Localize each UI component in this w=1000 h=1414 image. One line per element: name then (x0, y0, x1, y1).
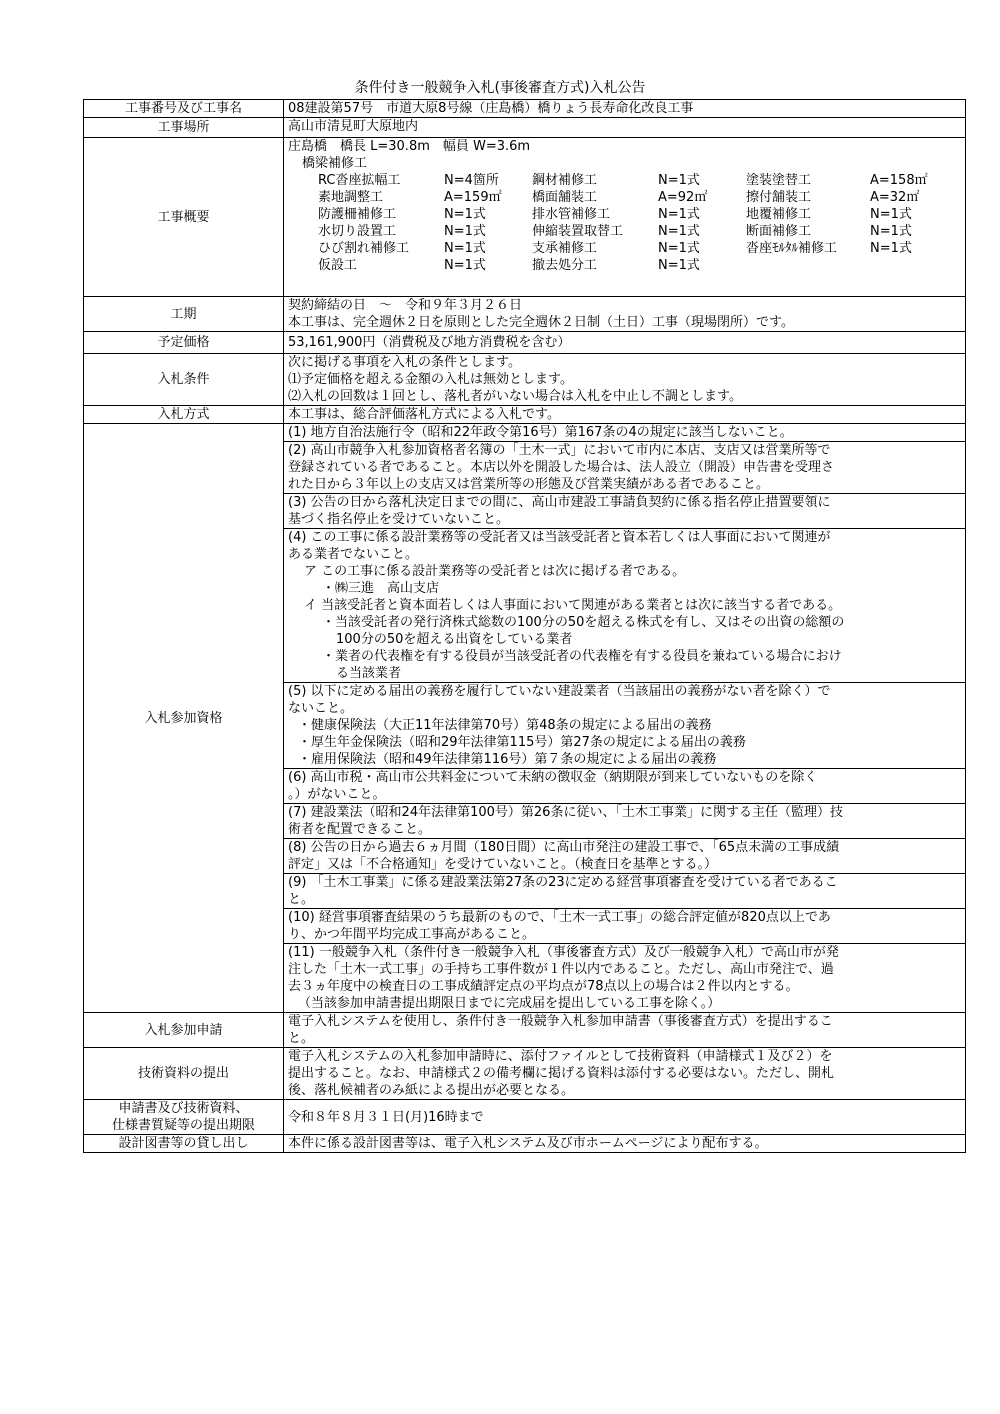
condition-item: ⑵入札の回数は１回とし、落札者がいない場合は入札を中止し不調とします。 (288, 389, 742, 404)
text-line: 仕様書質疑等の提出期限 (111, 1118, 255, 1133)
overview-item-row (318, 206, 938, 223)
item-qty: N=1式 (444, 258, 486, 273)
item-qty: N=1式 (658, 173, 700, 188)
row-work-name (84, 100, 966, 118)
label-price: 予定価格 (84, 332, 284, 354)
qualification-item (284, 529, 966, 683)
overview-items (318, 172, 938, 274)
qualification-item (284, 839, 966, 874)
qualification-item (284, 944, 966, 1013)
row-method (84, 406, 966, 424)
label-work-name: 工事番号及び工事名 (84, 100, 284, 118)
item-qty: A=92㎡ (658, 190, 708, 205)
item-name: 仮設工 (318, 258, 358, 273)
text-line: ・雇用保険法（昭和49年法律第116号）第７条の規定による届出の義務 (298, 752, 717, 767)
text-line: 去３ヵ年度中の検査日の工事成績評定点の平均点が78点以上の場合は２件以内とする。 (288, 979, 799, 994)
item-name: 水切り設置工 (318, 224, 397, 239)
item-name: RC沓座拡幅工 (318, 173, 401, 188)
item-qty: N=1式 (658, 241, 700, 256)
item-qty: A=32㎡ (870, 190, 920, 205)
value-overview (284, 138, 966, 297)
text-line: ・業者の代表権を有する役員が当該受託者の代表権を有する役員を兼ねている場合におけ (322, 649, 842, 664)
value-place: 高山市清見町大原地内 (284, 118, 966, 138)
value-apply (284, 1013, 966, 1048)
label-period: 工期 (84, 297, 284, 332)
item-name: 橋面舗装工 (532, 190, 598, 205)
row-tech (84, 1048, 966, 1100)
item-name: 鋼材補修工 (532, 173, 598, 188)
item-name: 地覆補修工 (746, 207, 812, 222)
value-drawings: 本件に係る設計図書等は、電子入札システム及び市ホームページにより配布する。 (284, 1135, 966, 1153)
qualification-item (284, 804, 966, 839)
text-line: ・当該受託者の発行済株式総数の100分の50を超える株式を有し、又はその出資の総額の (322, 615, 845, 630)
item-name: 沓座ﾓﾙﾀﾙ補修工 (746, 241, 838, 256)
item-qty: N=1式 (444, 207, 486, 222)
overview-item-row (318, 257, 938, 274)
text-line: 評定」又は「不合格通知」を受けていないこと。（検査日を基準とする。） (288, 857, 718, 872)
overview-item-row (318, 240, 938, 257)
item-name: 撤去処分工 (532, 258, 598, 273)
item-name: ひび割れ補修工 (318, 241, 410, 256)
overview-item-row (318, 189, 938, 206)
text-line: (11) 一般競争入札（条件付き一般競争入札（事後審査方式）及び一般競争入札）で高山市が発 (288, 945, 839, 960)
item-name: 支承補修工 (532, 241, 598, 256)
text-line: 注した「土木一式工事」の手持ち工事件数が１件以内であること。ただし、高山市発注で、過 (288, 962, 834, 977)
item-qty: A=158㎡ (870, 173, 928, 188)
text-line: (10) 経営事項審査結果のうち最新のもので、「土木一式工事」の総合評定値が820点以上であ (288, 910, 831, 925)
qualification-item (284, 442, 966, 494)
value-period (284, 297, 966, 332)
row-qualification-1 (84, 424, 966, 442)
text-line: ア この工事に係る設計業務等の受託者とは次に掲げる者である。 (304, 564, 686, 579)
text-line: 電子入札システムの入札参加申請時に、添付ファイルとして技術資料（申請様式１及び２）を (288, 1049, 833, 1064)
item-name: 塗装塗替工 (746, 173, 812, 188)
qualification-item (284, 909, 966, 944)
label-qualification: 入札参加資格 (84, 424, 284, 1013)
item-qty: N=1式 (870, 207, 912, 222)
row-overview (84, 138, 966, 297)
text-line: 術者を配置できること。 (288, 822, 432, 837)
item-name: 断面補修工 (746, 224, 812, 239)
text-line: と。 (288, 892, 315, 907)
text-line: る当該業者 (336, 666, 402, 681)
text-line: と。 (288, 1031, 315, 1046)
value-tech (284, 1048, 966, 1100)
qualification-item (284, 494, 966, 529)
label-method: 入札方式 (84, 406, 284, 424)
item-name: 排水管補修工 (532, 207, 611, 222)
overview-item-row (318, 172, 938, 189)
text-line: (4) この工事に係る設計業務等の受託者又は当該受託者と資本若しくは人事面において関連が (288, 530, 831, 545)
period-note: 本工事は、完全週休２日を原則とした完全週休２日制（土日）工事（現場閉所）です。 (288, 315, 794, 330)
text-line: 後、落札候補者のみ紙による提出が必要となる。 (288, 1083, 575, 1098)
value-method: 本工事は、総合評価落札方式による入札です。 (284, 406, 966, 424)
item-qty: N=1式 (658, 258, 700, 273)
qualification-item (284, 683, 966, 769)
text-line: (2) 高山市競争入札参加資格者名簿の「土木一式」において市内に本店、支店又は営業所等で (288, 443, 831, 458)
value-conditions (284, 354, 966, 406)
text-line: ・健康保険法（大正11年法律第70号）第48条の規定による届出の義務 (298, 718, 712, 733)
qualification-item: (1) 地方自治法施行令（昭和22年政令第16号）第167条の4の規定に該当しないこと。 (284, 424, 966, 442)
notice-table (83, 99, 966, 1153)
item-name: 伸縮装置取替工 (532, 224, 624, 239)
row-drawings (84, 1135, 966, 1153)
row-price (84, 332, 966, 354)
row-period (84, 297, 966, 332)
item-qty: N=1式 (658, 224, 700, 239)
value-deadline: 令和８年８月３１日(月)16時まで (284, 1100, 966, 1135)
item-name: 素地調整工 (318, 190, 384, 205)
text-line: り、かつ年間平均完成工事高があること。 (288, 927, 536, 942)
item-qty: N=1式 (444, 241, 486, 256)
row-conditions (84, 354, 966, 406)
row-deadline (84, 1100, 966, 1135)
item-name: 防護柵補修工 (318, 207, 397, 222)
text-line: れた日から３年以上の支店又は営業所等の形態及び営業実績がある者であること。 (288, 477, 770, 492)
item-qty: N=1式 (870, 224, 912, 239)
text-line: (9) 「土木工事業」に係る建設業法第27条の23に定める経営事項審査を受けている者であるこ (288, 875, 838, 890)
period-dates: 契約締結の日 ～ 令和９年３月２６日 (288, 298, 523, 313)
overview-category: 橋梁補修工 (302, 156, 368, 171)
text-line: ・厚生年金保険法（昭和29年法律第115号）第27条の規定による届出の義務 (298, 735, 746, 750)
label-drawings: 設計図書等の貸し出し (84, 1135, 284, 1153)
text-line: 提出すること。なお、申請様式２の備考欄に掲げる資料は添付する必要はない。ただし、開札 (288, 1066, 835, 1081)
item-qty: N=4箇所 (444, 173, 499, 188)
document-title: 条件付き一般競争入札(事後審査方式)入札公告 (354, 80, 646, 96)
text-line: ある業者でないこと。 (288, 547, 419, 562)
text-line: 電子入札システムを使用し、条件付き一般競争入札参加申請書（事後審査方式）を提出するこ (288, 1014, 833, 1029)
text-line: 。）がないこと。 (288, 787, 386, 802)
text-line: (6) 高山市税・高山市公共料金について未納の徴収金（納期限が到来していないものを除く (288, 770, 818, 785)
value-price: 53,161,900円（消費税及び地方消費税を含む） (284, 332, 966, 354)
text-line: イ 当該受託者と資本面若しくは人事面において関連がある業者とは次に該当する者である。 (304, 598, 842, 613)
text-line: 基づく指名停止を受けていないこと。 (288, 512, 510, 527)
item-qty: A=159㎡ (444, 190, 502, 205)
conditions-intro: 次に掲げる事項を入札の条件とします。 (288, 355, 521, 370)
label-place: 工事場所 (84, 118, 284, 138)
text-line: ないこと。 (288, 701, 354, 716)
qualification-item (284, 874, 966, 909)
condition-item: ⑴予定価格を超える金額の入札は無効とします。 (288, 372, 573, 387)
text-line: 100分の50を超える出資をしている業者 (336, 632, 573, 647)
text-line: 登録されている者であること。本店以外を開設した場合は、法人設立（開設）申告書を受理さ (288, 460, 835, 475)
label-tech: 技術資料の提出 (84, 1048, 284, 1100)
label-overview: 工事概要 (84, 138, 284, 297)
label-apply: 入札参加申請 (84, 1013, 284, 1048)
text-line: （当該参加申請書提出期限日までに完成届を提出している工事を除く。） (298, 996, 721, 1011)
row-place (84, 118, 966, 138)
item-qty: N=1式 (870, 241, 912, 256)
text-line: (7) 建設業法（昭和24年法律第100号）第26条に従い、「土木工事業」に関する主任（監理）技 (288, 805, 843, 820)
text-line: (3) 公告の日から落札決定日までの間に、高山市建設工事請負契約に係る指名停止措置要領に (288, 495, 831, 510)
value-work-name: 08建設第57号 市道大原8号線（庄島橋）橋りょう長寿命化改良工事 (284, 100, 966, 118)
text-line: ・㈱三進 高山支店 (322, 581, 440, 596)
qualification-item (284, 769, 966, 804)
label-conditions: 入札条件 (84, 354, 284, 406)
overview-bridge-spec: 庄島橋 橋長 L=30.8m 幅員 W=3.6m (288, 139, 531, 154)
label-deadline (84, 1100, 284, 1135)
text-line: 申請書及び技術資料、 (118, 1101, 249, 1116)
text-line: (8) 公告の日から過去６ヵ月間（180日間）に高山市発注の建設工事で、「65点未満の工事成績 (288, 840, 840, 855)
item-name: 擦付舗装工 (746, 190, 812, 205)
item-qty: N=1式 (444, 224, 486, 239)
row-apply (84, 1013, 966, 1048)
item-qty: N=1式 (658, 207, 700, 222)
text-line: (5) 以下に定める届出の義務を履行していない建設業者（当該届出の義務がない者を除く）で (288, 684, 831, 699)
overview-item-row (318, 223, 938, 240)
